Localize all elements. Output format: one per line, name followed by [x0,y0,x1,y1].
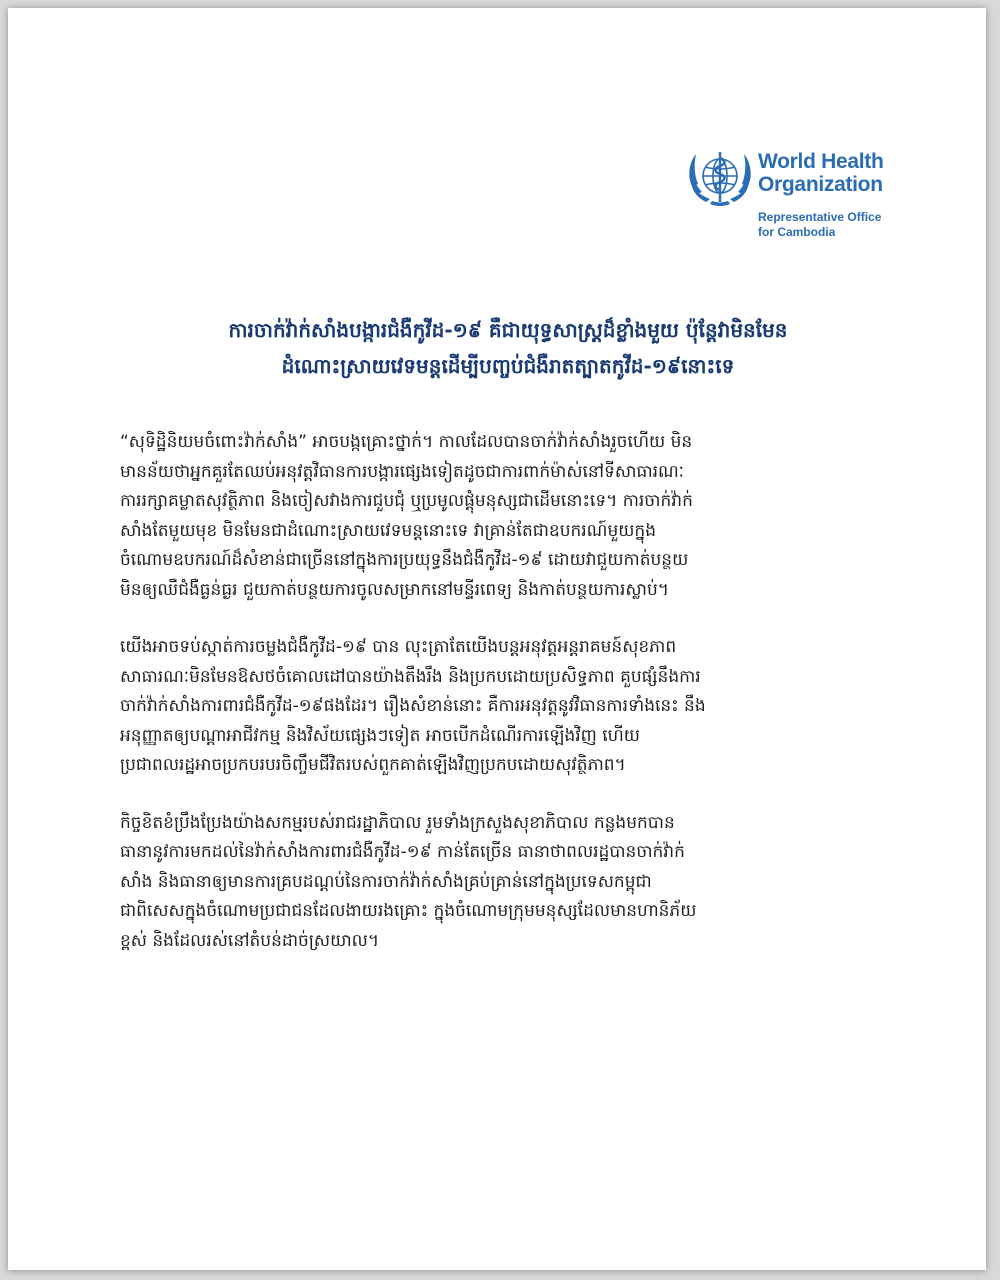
document-title [108,312,908,384]
paragraph-line: កិច្ចខិតខំប្រឹងប្រែងយ៉ាងសកម្មរបស់រាជរដ្ឋាភិបាល រួមទាំងក្រសួងសុខាភិបាល កន្លងមកបាន [120,812,675,833]
title-line1: ការចាក់វ៉ាក់សាំងបង្ការជំងឺកូវីដ-១៩ គឺជាយុទ្ធសាស្ត្រដ៏ខ្លាំងមួយ ប៉ុន្តែវាមិនមែន [228,318,788,342]
who-emblem-icon [684,146,756,210]
document-page [8,8,986,1270]
org-name-line2: Organization [758,173,883,196]
org-name [758,150,884,196]
paragraph-line: ជាពិសេសក្នុងចំណោមប្រជាជនដែលងាយរងគ្រោះ ក្នុងចំណោមក្រុមមនុស្សដែលមានហានិភ័យ [120,901,697,921]
paragraph-line: ធានានូវការមកដល់នៃវ៉ាក់សាំងការពារជំងឺកូវីដ-១៩ កាន់តែច្រើន ធានាថាពលរដ្ឋបានចាក់វ៉ាក់ [120,842,685,862]
paragraph-1 [120,428,920,605]
title-line2: ដំណោះស្រាយវេទមន្តដើម្បីបញ្ចប់ជំងឺរាតត្បាតកូវីដ-១៩នោះទេ [281,354,735,378]
paragraph-line: អនុញ្ញាតឲ្យបណ្តាអាជីវកម្ម និងវិស័យផ្សេងៗទៀត អាចបើកដំណើរការឡើងវិញ ហើយ [120,725,640,746]
paragraph-line: មានន័យថាអ្នកគួរតែឈប់អនុវត្តវិធានការបង្ការផ្សេងទៀតដូចជាការពាក់ម៉ាស់នៅទីសាធារណៈ [120,461,684,482]
paragraph-line: មិនឲ្យឈឺជំងឺធ្ងន់ធ្ងរ ជួយកាត់បន្ថយការចូលសម្រាកនៅមន្ទីរពេទ្យ និងកាត់បន្ថយការស្លាប់។ [120,579,669,600]
paragraph-line: ការរក្សាគម្លាតសុវត្ថិភាព និងចៀសវាងការជួបជុំ ឬប្រមូលផ្តុំមនុស្សជាដើមនោះទេ។ ការចាក់វ៉ាក់ [120,491,693,511]
office-line2: for Cambodia [758,225,836,239]
paragraph-line: សាធារណៈមិនមែនឱសថចំគោលដៅបានយ៉ាងតឹងរឹង និងប្រកបដោយប្រសិទ្ធភាព គួបផ្សំនឹងការ [120,666,701,687]
who-logo [684,146,914,246]
office-line1: Representative Office [758,210,882,224]
org-name-line1: World Health [758,150,884,173]
office-name [758,210,881,240]
paragraph-3 [120,809,920,957]
paragraph-line: សាំង និងធានាឲ្យមានការគ្របដណ្តប់នៃការចាក់វ៉ាក់សាំងគ្រប់គ្រាន់នៅក្នុងប្រទេសកម្ពុជា [120,871,652,892]
paragraph-line: ប្រជាពលរដ្ឋអាចប្រកបរបរចិញ្ចឹមជីវិតរបស់ពួកគាត់ឡើងវិញប្រកបដោយសុវត្ថិភាព។ [120,755,626,775]
paragraph-line: ចាក់វ៉ាក់សាំងការពារជំងឺកូវីដ-១៩ផងដែរ។ រឿងសំខាន់នោះ គឺការអនុវត្តនូវវិធានការទាំងនេះ នឹង [120,696,706,716]
paragraph-line: “សុទិដ្ឋិនិយមចំពោះវ៉ាក់សាំង” អាចបង្កគ្រោះថ្នាក់។ កាលដែលបានចាក់វ៉ាក់សាំងរួចហើយ មិន [120,432,693,452]
paragraph-2 [120,633,920,781]
paragraph-line: យើងអាចទប់ស្កាត់ការចម្លងជំងឺកូវីដ-១៩ បាន លុះត្រាតែយើងបន្តអនុវត្តអន្តរាគមន៍សុខភាព [120,637,677,657]
paragraph-line: ចំណោមឧបករណ៍ដ៏សំខាន់ជាច្រើននៅក្នុងការប្រយុទ្ធនឹងជំងឺកូវីដ-១៩ ដោយវាជួយកាត់បន្ថយ [120,550,689,570]
document-body [120,428,920,984]
paragraph-line: សាំងតែមួយមុខ មិនមែនជាដំណោះស្រាយវេទមន្តនោះទេ វាគ្រាន់តែជាឧបករណ៍មួយក្នុង [120,520,656,541]
paragraph-line: ខ្ពស់ និងដែលរស់នៅតំបន់ដាច់ស្រយាល។ [120,930,380,951]
